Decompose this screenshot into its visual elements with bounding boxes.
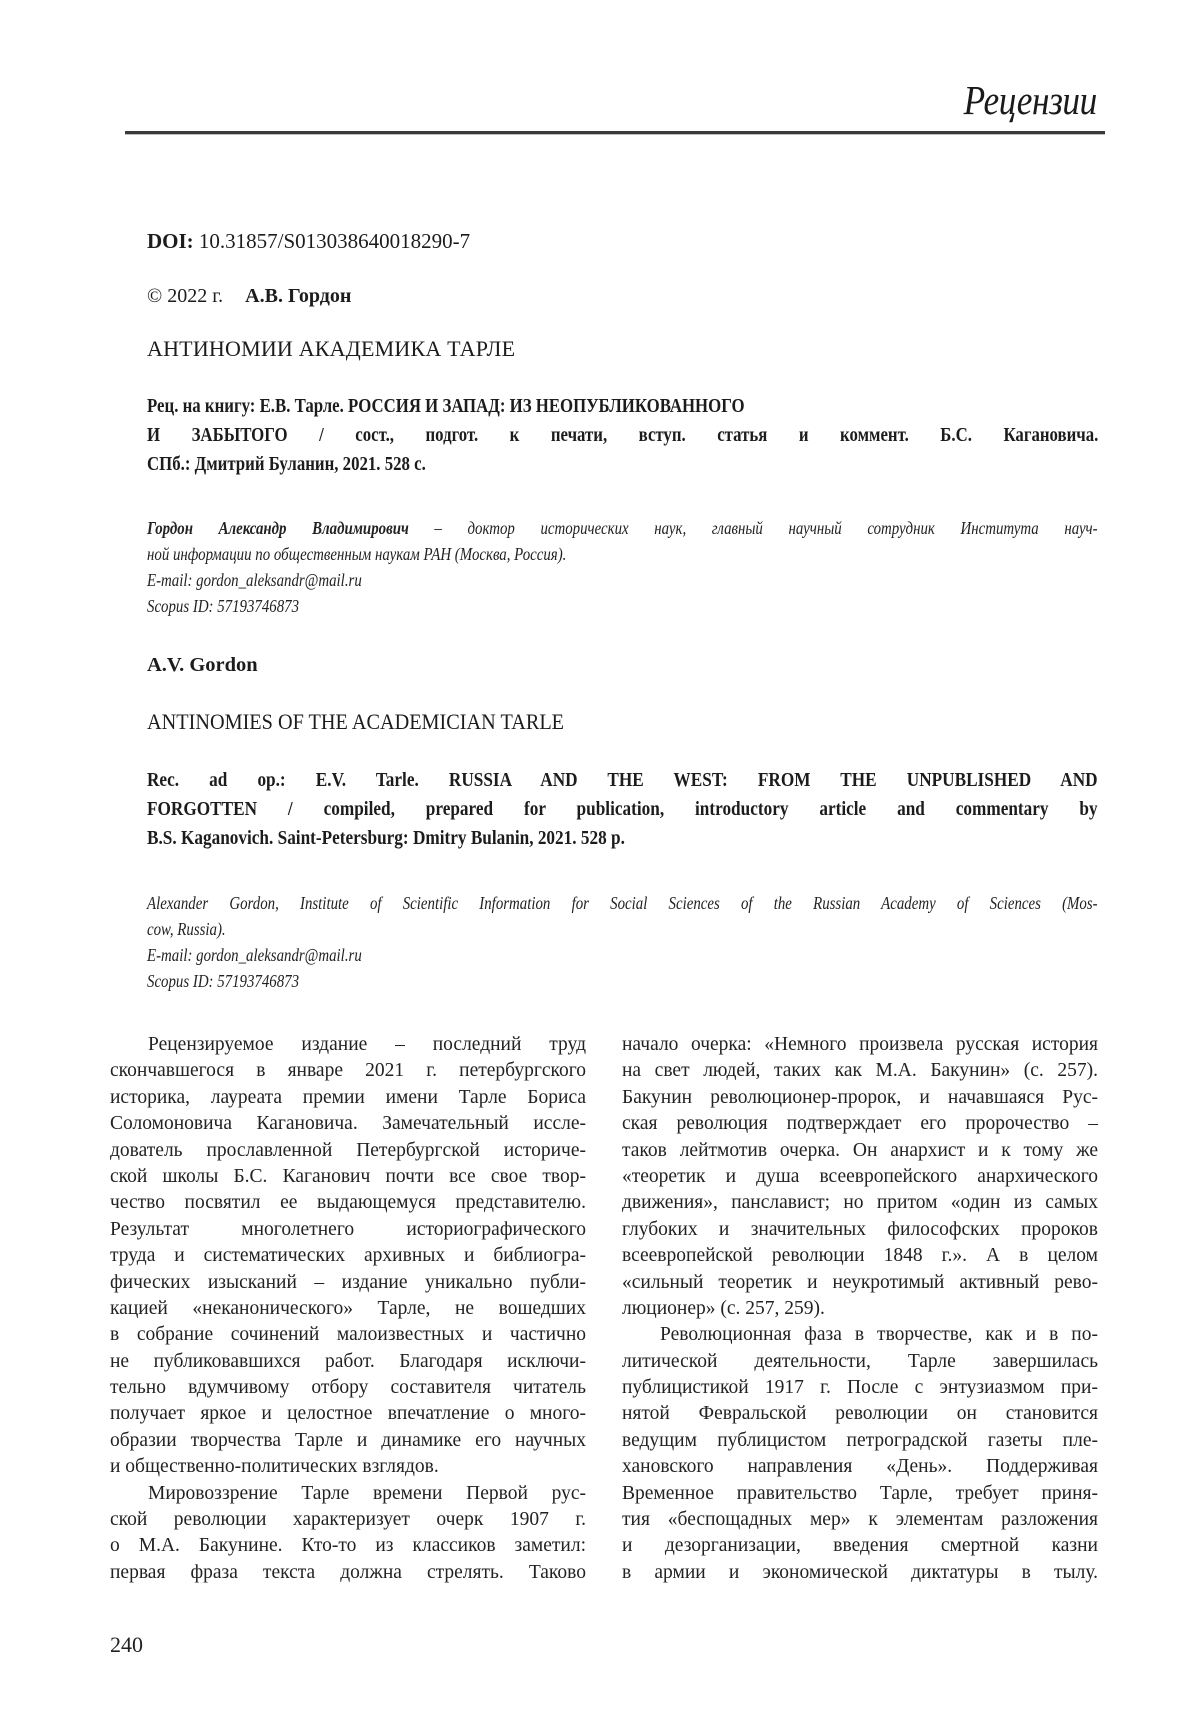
body-text-line: труда и систематических архивных и библиогра-: [110, 1245, 586, 1267]
body-text-line: в собрание сочинений малоизвестных и частично: [110, 1324, 586, 1346]
body-text-line: образии творчества Тарле и динамике его научных: [110, 1429, 586, 1451]
body-text-line: начало очерка: «Немного произвела русская история: [622, 1034, 1098, 1055]
body-text-line: ской революции характеризует очерк 1907 г.: [110, 1509, 586, 1531]
affiliation-ru-line: [147, 515, 1098, 541]
running-head-section-title: Рецензии: [963, 77, 1097, 123]
body-column-left: [110, 1032, 586, 1586]
body-text-line: кацией «неканонического» Тарле, не вошедших: [110, 1297, 586, 1319]
body-text-line: не публиковавшихся работ. Благодаря исключи-: [110, 1350, 586, 1372]
book-reference-en-line: B.S. Kaganovich. Saint-Petersburg: Dmitry Bulanin, 2021. 528 p.: [147, 827, 625, 849]
header-rule-divider: [125, 131, 1105, 135]
author-email-en: E-mail: gordon_aleksandr@mail.ru: [147, 945, 362, 965]
article-title-ru: АНТИНОМИИ АКАДЕМИКА ТАРЛЕ: [147, 336, 516, 361]
page-number: 240: [110, 1632, 143, 1657]
body-text-line: тия «беспощадных мер» к элементам разложения: [622, 1509, 1098, 1531]
book-reference-ru-line: И ЗАБЫТОГО / сост., подгот. к печати, вступ. статья и коммент. Б.С. Кагановича.: [147, 424, 1099, 446]
body-text-line: литической деятельности, Тарле завершилась: [622, 1350, 1098, 1372]
doi-value: 10.31857/S013038640018290-7: [198, 229, 471, 253]
body-text-line: всеевропейской революции 1848 г.». А в целом: [622, 1245, 1098, 1267]
body-text-line: Бакунин революционер-пророк, и начавшаяся Рус-: [622, 1086, 1098, 1108]
body-text-line: публицистикой 1917 г. После с энтузиазмом при-: [622, 1377, 1098, 1399]
body-column-right: [622, 1032, 1098, 1586]
book-reference-en-line: Rec. ad op.: E.V. Tarle. RUSSIA AND THE WEST: FROM THE UNPUBLISHED AND: [147, 769, 1098, 791]
body-text-line: Соломоновича Кагановича. Замечательный иссле-: [110, 1113, 586, 1135]
body-text-line: чество посвятил ее выдающемуся представителю.: [110, 1192, 586, 1214]
author-affiliation-en: [147, 890, 1098, 994]
body-text-line: «теоретик и душа всеевропейского анархического: [622, 1165, 1098, 1187]
author-name-en: A.V. Gordon: [147, 654, 258, 676]
body-text-line: Временное правительство Тарле, требует приня-: [622, 1482, 1098, 1504]
body-text-line: глубоких и значительных философских пророков: [622, 1218, 1098, 1240]
body-text-line: историка, лауреата премии имени Тарле Бориса: [110, 1086, 586, 1108]
doi-label: DOI:: [147, 229, 194, 253]
affiliation-en-line: Alexander Gordon, Institute of Scientific Information for Social Sciences of the Russian Academy of Sciences (Mos-: [147, 893, 1098, 913]
body-text-line: первая фраза текста должна стрелять. Таково: [110, 1561, 586, 1583]
body-text-line: движения», панславист; но притом «один из самых: [622, 1192, 1098, 1214]
author-scopus-id-ru: Scopus ID: 57193746873: [147, 596, 300, 616]
affiliation-ru-line: ной информации по общественным наукам РАН (Москва, Россия).: [147, 544, 567, 564]
doi-line: [147, 228, 1098, 254]
affiliation-ru-text: – доктор исторических наук, главный научный сотрудник Института науч-: [408, 518, 1098, 538]
author-scopus-id-en: Scopus ID: 57193746873: [147, 971, 300, 991]
body-text-line: на свет людей, таких как М.А. Бакунин» (с. 257).: [622, 1060, 1098, 1082]
body-text-line: скончавшегося в январе 2021 г. петербургского: [110, 1060, 586, 1082]
author-email-ru: E-mail: gordon_aleksandr@mail.ru: [147, 570, 362, 590]
affiliation-en-line: cow, Russia).: [147, 919, 226, 939]
body-text-line: Революционная фаза в творчестве, как и в по-: [660, 1324, 1098, 1346]
body-text-line: в армии и экономической диктатуры в тылу.: [622, 1561, 1098, 1583]
body-text-line: ская революция подтверждает его пророчество –: [622, 1113, 1098, 1135]
body-text-line: ской школы Б.С. Каганович почти все свое твор-: [110, 1165, 586, 1187]
body-text-line: «сильный теоретик и неукротимый активный рево-: [622, 1271, 1098, 1293]
article-title-en: ANTINOMIES OF THE ACADEMICIAN TARLE: [147, 709, 565, 734]
body-text-line: и дезорганизации, введения смертной казни: [622, 1535, 1098, 1557]
body-text-line: о М.А. Бакунине. Кто-то из классиков заметил:: [110, 1535, 586, 1557]
body-text-line: хановского направления «День». Поддерживая: [622, 1456, 1098, 1478]
book-reference-ru-line: СПб.: Дмитрий Буланин, 2021. 528 с.: [147, 453, 426, 475]
body-text-line: люционер» (с. 257, 259).: [622, 1297, 825, 1319]
body-text-line: Результат многолетнего историографического: [110, 1218, 586, 1240]
author-affiliation-ru: [147, 515, 1098, 619]
author-full-name-ru: Гордон Александр Владимирович: [147, 518, 409, 538]
body-text-line: Рецензируемое издание – последний труд: [148, 1034, 586, 1055]
copyright-line: [147, 283, 1098, 309]
body-text-line: Мировоззрение Тарле времени Первой рус-: [148, 1482, 586, 1504]
body-text-line: тельно вдумчивому отбору составителя читатель: [110, 1377, 586, 1399]
copyright-year: © 2022 г.: [147, 285, 224, 307]
author-name-ru: А.В. Гордон: [245, 285, 352, 307]
body-text-line: дователь прославленной Петербургской историче-: [110, 1139, 586, 1161]
body-text-line: таков лейтмотив очерка. Он анархист и к тому же: [622, 1139, 1098, 1161]
book-reference-en-line: FORGOTTEN / compiled, prepared for publication, introductory article and commentary by: [147, 798, 1098, 820]
body-text-line: и общественно-политических взглядов.: [110, 1456, 439, 1478]
body-text-line: получает яркое и целостное впечатление о много-: [110, 1403, 586, 1425]
body-text-line: нятой Февральской революции он становится: [622, 1403, 1098, 1425]
book-reference-ru: [147, 392, 1098, 479]
body-text-line: фических изысканий – издание уникально публи-: [110, 1271, 586, 1293]
book-reference-en: [147, 766, 1098, 853]
book-reference-ru-line: Рец. на книгу: Е.В. Тарле. РОССИЯ И ЗАПАД: ИЗ НЕОПУБЛИКОВАННОГО: [147, 395, 745, 417]
body-text-line: ведущим публицистом петроградской газеты пле-: [622, 1429, 1098, 1451]
